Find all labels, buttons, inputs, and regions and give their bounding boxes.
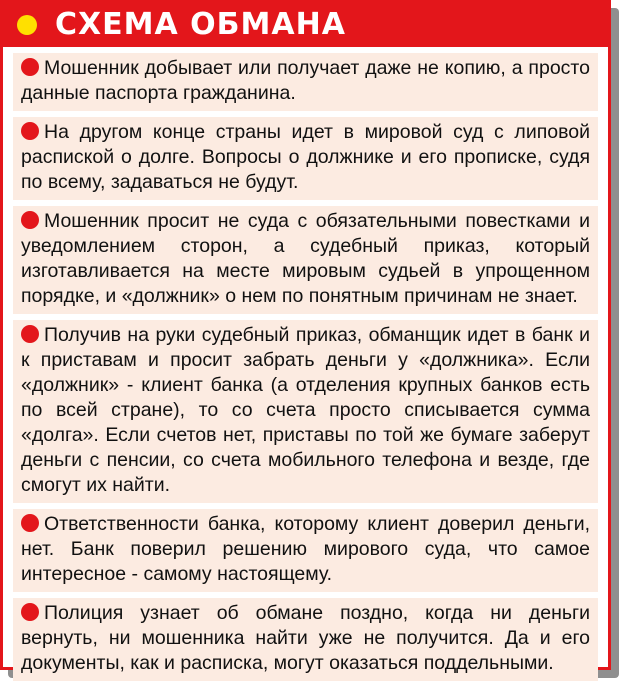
list-item-text: Получив на руки судебный приказ, обманщик идет в банк и к приставам и просит забрать деньги у «должника». Если «должник» - клиент банка (а отделения крупных банков есть по всей стране), то со счета просто списывается сумма «долга». Если счетов нет, приставы по той же бумаге заберут деньги с пенсии, со счета мобильного телефона и везде, где смогут их найти.	[21, 324, 590, 496]
list-item	[13, 598, 598, 681]
list-item-text: Мошенник добывает или получает даже не копию, а просто данные паспорта гражданина.	[21, 57, 590, 104]
list-item-text: Полиция узнает об обмане поздно, когда ни деньги вернуть, ни мошенника найти уже не получится. Да и его документы, как и расписка, могут оказаться поддельными.	[21, 602, 590, 674]
card-header	[3, 3, 608, 47]
bullet-icon	[21, 58, 39, 76]
list-item-text: Ответственности банка, которому клиент доверил деньги, нет. Банк поверил решению мирового суда, что самое интересное - самому настоящему.	[21, 513, 590, 585]
scheme-list	[13, 53, 598, 687]
list-item-text: Мошенник просит не суда с обязательными повестками и уведомлением сторон, а судебный приказ, который изготавливается на месте мировым судьей в упрощенном порядке, и «должник» о нем по понятным причинам не знает.	[21, 210, 590, 307]
bullet-icon	[21, 514, 39, 532]
card-title: СХЕМА ОБМАНА	[55, 7, 346, 42]
bullet-icon	[21, 603, 39, 621]
bullet-icon	[21, 122, 39, 140]
list-item	[13, 206, 598, 314]
list-item	[13, 320, 598, 503]
bullet-icon	[21, 211, 39, 229]
list-item	[13, 53, 598, 111]
yellow-dot-icon	[17, 15, 37, 35]
bullet-icon	[21, 325, 39, 343]
list-item	[13, 509, 598, 592]
list-item	[13, 117, 598, 200]
list-item-text: На другом конце страны идет в мировой суд с липовой распиской о долге. Вопросы о должнике и его прописке, судя по всему, задаваться не будут.	[21, 121, 590, 193]
